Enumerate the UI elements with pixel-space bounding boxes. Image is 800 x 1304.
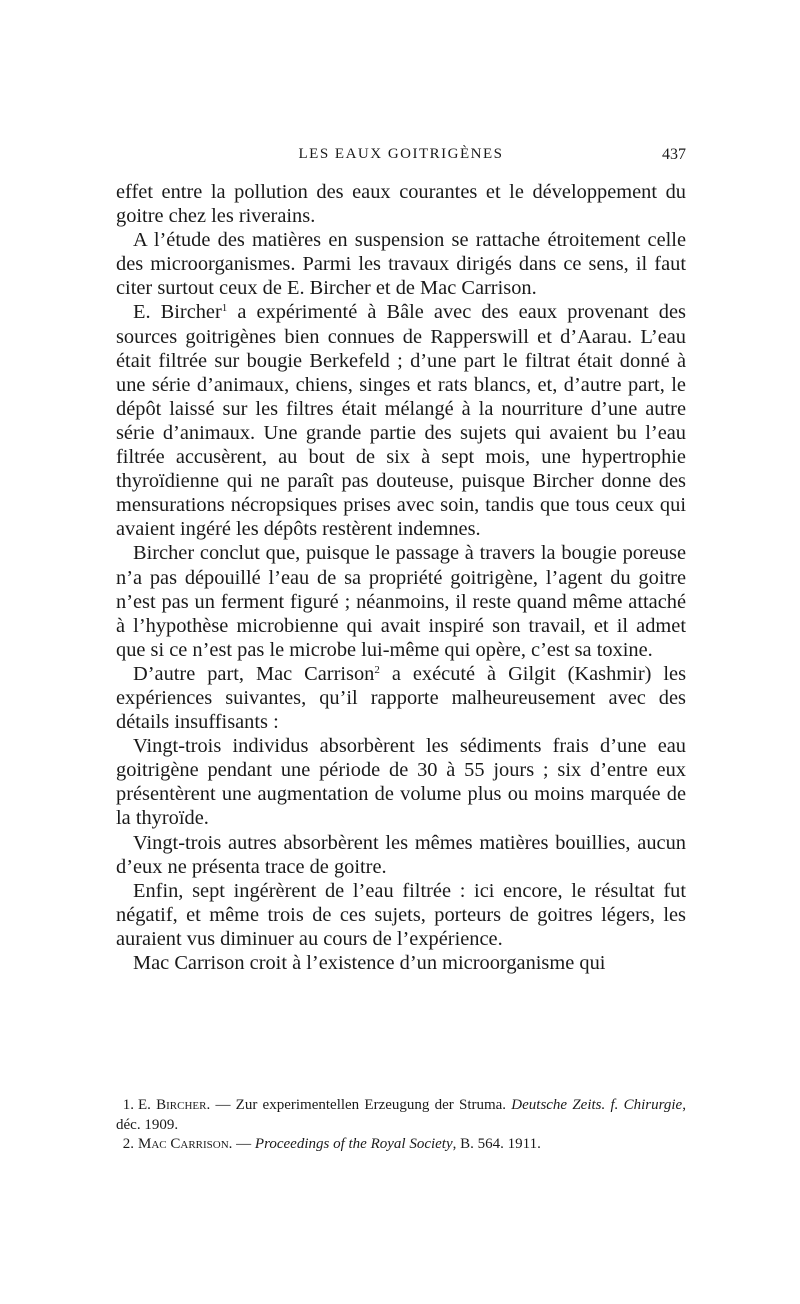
paragraph: Mac Carrison croit à l’existence d’un microorganisme qui — [133, 952, 606, 974]
footnote-ref: 1 — [221, 302, 228, 315]
footnote-author: E. Bircher. — [138, 1097, 211, 1113]
paragraph-text: a exécuté à Gilgit (Kashmir) les expériences suivantes, qu’il rapporte malheureusement avec des détails insuffisants : — [116, 662, 687, 734]
paragraph-text: a expérimenté à Bâle avec des eaux provenant des sources goitrigènes bien connues de Rapperswill et d’Aarau. L’eau était filtrée sur bougie Berkefeld ; d’une part le filtrat était donné à une série d’animaux, chiens, singes et rats blancs, et, d’autre part, le dépôt laissé sur les filtres était mélangé à la nourriture d’une autre série d’animaux. Une grande partie des sujets qui avaient bu l’eau filtrée accusèrent, au bout de six à sept mois, une hypertrophie thyroïdienne qui ne paraît pas douteuse, puisque Bircher donne des mensurations nécropsiques prises avec soin, tandis que tous ceux qui avaient ingéré les dépôts restèrent indemnes. — [116, 301, 686, 541]
paragraph — [116, 662, 686, 734]
paragraph: A l’étude des matières en suspension se rattache étroitement celle des microorganismes. Parmi les travaux dirigés dans ce sens, il faut citer surtout ceux de E. Bircher et de Mac Carrison. — [116, 229, 686, 300]
running-title: LES EAUX GOITRIGÈNES — [298, 146, 504, 162]
footnote-text: — — [232, 1136, 255, 1152]
footnote-tail: , B. 564. 1911. — [452, 1136, 541, 1152]
footnote — [116, 1135, 686, 1155]
paragraph: effet entre la pollution des eaux courantes et le développement du goitre chez les riverains. — [116, 181, 686, 228]
footnotes — [116, 1096, 686, 1155]
paragraph: Vingt-trois autres absorbèrent les mêmes matières bouillies, aucun d’eux ne présenta trace de goitre. — [116, 831, 686, 878]
footnote-journal: Deutsche Zeits. f. Chirurgie — [511, 1097, 683, 1113]
footnote-author: Mac Carrison. — [138, 1136, 233, 1152]
paragraph — [116, 300, 686, 541]
paragraph-text: E. Bircher — [133, 301, 222, 324]
paragraph: Enfin, sept ingérèrent de l’eau filtrée : ici encore, le résultat fut négatif, et même trois de ces sujets, porteurs de goitres légers, les auraient vus diminuer au cours de l’expérience. — [116, 879, 686, 950]
paragraph: Bircher conclut que, puisque le passage à travers la bougie poreuse n’a pas dépouillé l’eau de sa propriété goitrigène, l’agent du goitre n’est pas un ferment figuré ; néanmoins, il reste quand même attaché à l’hypothèse microbienne qui avait inspiré son travail, et il admet que si ce n’est pas le microbe lui-même qui opère, c’est sa toxine. — [116, 542, 686, 661]
running-head — [116, 146, 686, 170]
paragraph-text: D’autre part, Mac Carrison — [133, 662, 375, 685]
footnote-journal: Proceedings of the Royal Society — [254, 1136, 453, 1152]
footnote-number: 2. — [122, 1136, 134, 1152]
footnote-text: — Zur experimentellen Erzeugung der Struma. — [210, 1097, 512, 1113]
page-number: 437 — [662, 146, 686, 163]
footnote-number: 1. — [122, 1097, 134, 1113]
paragraph: Vingt-trois individus absorbèrent les sédiments frais d’une eau goitrigène pendant une période de 30 à 55 jours ; six d’entre eux présentèrent une augmentation de volume plus ou moins marquée de la thyroïde. — [116, 735, 686, 830]
footnote — [116, 1096, 686, 1135]
body-text — [116, 180, 686, 975]
footnote-tail: , déc. 1909. — [116, 1097, 686, 1133]
footnote-ref: 2 — [374, 663, 380, 676]
